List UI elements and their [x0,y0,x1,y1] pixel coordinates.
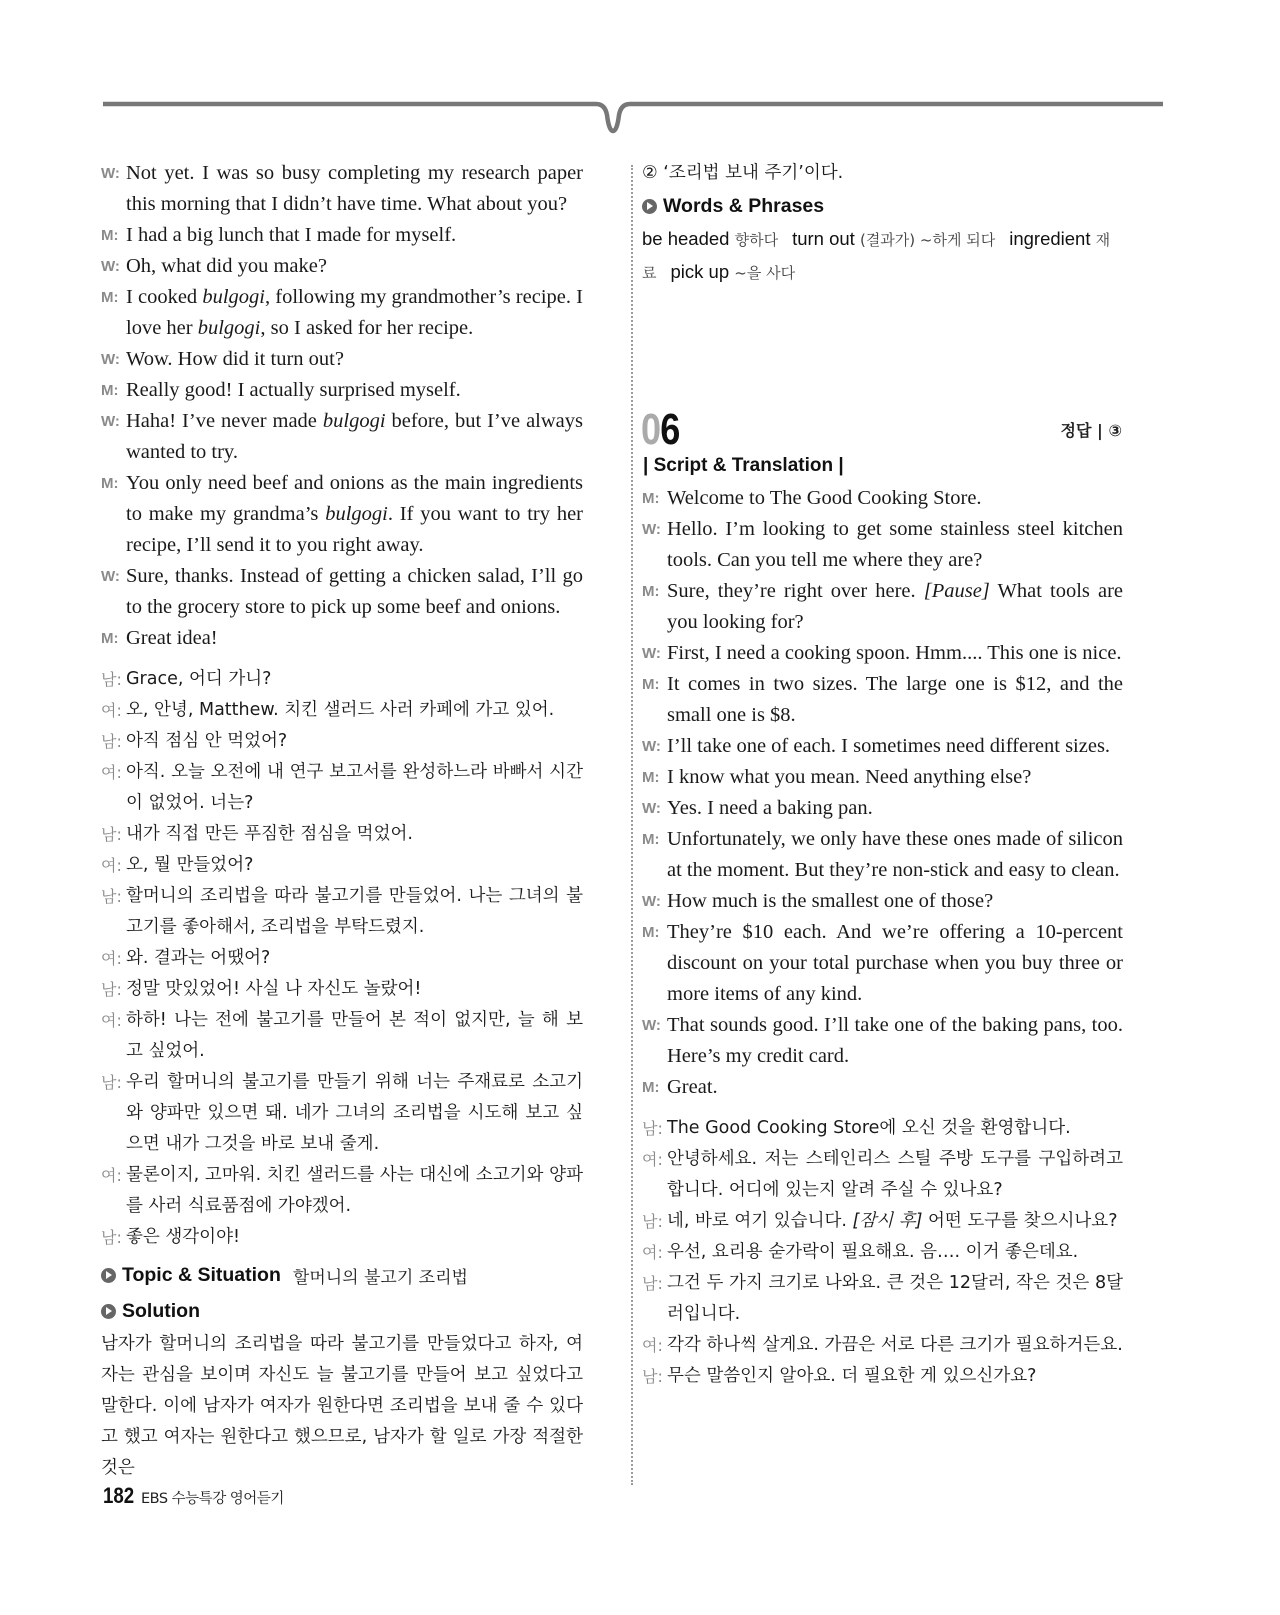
vocab-meaning: (결과가) ~하게 되다 [859,231,996,249]
words-heading [642,189,1123,223]
dialogue-line [642,1268,1123,1330]
vocab-term: pick up [670,261,735,282]
dialogue-line [642,917,1123,1010]
dialogue-text: Wow. How did it turn out? [126,348,344,370]
dialogue-line [101,664,583,695]
dialogue-line [101,344,583,375]
dialogue-line [642,1010,1123,1072]
dialogue-line [101,375,583,406]
dialogue-text: First, I need a cooking spoon. Hmm.... This one is nice. [667,642,1122,664]
dialogue-line [642,1361,1123,1392]
question-number [641,405,680,454]
dialogue-text: 우선, 요리용 숟가락이 필요해요. 음…. 이거 좋은데요. [667,1242,1079,1262]
answer-label: 정답 | ③ [1060,421,1122,440]
dialogue-line [642,1237,1123,1268]
speaker-label: 남: [642,1274,663,1293]
dialogue-text: I cooked bulgogi, following my grandmother’s recipe. I love her bulgogi, so I asked for her recipe. [126,286,583,339]
dialogue-text: Yes. I need a baking pan. [667,797,873,819]
speaker-label: M: [642,490,660,507]
dialogue-line [642,793,1123,824]
speaker-label: M: [101,382,119,399]
dialogue-text: 좋은 생각이야! [126,1227,241,1247]
solution-heading [101,1293,583,1329]
dialogue-line [642,886,1123,917]
vocab-term: be headed [642,228,735,249]
dialogue-line [101,623,583,654]
right-column-script [642,483,1123,1392]
question-number-prefix: 0 [641,405,661,454]
dialogue-line [642,576,1123,638]
vocab-term: turn out [792,228,860,249]
dialogue-line [642,762,1123,793]
speaker-label: M: [101,289,119,306]
speaker-label: 남: [101,670,122,689]
speaker-label: 남: [101,1228,122,1247]
dialogue-text: You only need beef and onions as the main ingredients to make my grandma’s bulgogi. If you want to try her recipe, I’ll send it to you right away. [126,472,583,556]
solution-continued: ② ‘조리법 보내 주기’이다. [642,163,844,183]
dialogue-text: 오, 뭘 만들었어? [126,855,254,875]
dialogue-line [101,943,583,974]
speaker-label: 남: [101,732,122,751]
speaker-label: M: [101,475,119,492]
dialogue-text: It comes in two sizes. The large one is $12, and the small one is $8. [667,673,1123,726]
dialogue-line [642,1072,1123,1103]
vocab-term: ingredient [1009,228,1096,249]
topic-value: 할머니의 불고기 조리법 [292,1267,468,1288]
dialogue-text: Welcome to The Good Cooking Store. [667,487,982,509]
script-english-left [101,158,583,654]
page-footer [103,1483,284,1509]
speaker-label: 여: [101,856,122,875]
dialogue-text: 그건 두 가지 크기로 나와요. 큰 것은 12달러, 작은 것은 8달러입니다. [667,1273,1123,1324]
speaker-label: W: [101,165,120,182]
dialogue-line [101,282,583,344]
dialogue-line [101,695,583,726]
speaker-label: 여: [642,1150,663,1169]
dialogue-text: I know what you mean. Need anything else? [667,766,1032,788]
dialogue-text: 각각 하나씩 살게요. 가끔은 서로 다른 크기가 필요하거든요. [667,1335,1123,1355]
dialogue-text: 하하! 나는 전에 불고기를 만들어 본 적이 없지만, 늘 해 보고 싶었어. [126,1010,583,1061]
speaker-label: W: [642,893,661,910]
speaker-label: W: [642,645,661,662]
speaker-label: 여: [101,701,122,720]
dialogue-text: Great. [667,1076,718,1098]
header-rule [103,95,1163,140]
speaker-label: 여: [101,949,122,968]
dialogue-text: Grace, 어디 가니? [126,669,272,689]
speaker-label: 여: [101,763,122,782]
dialogue-line [101,1222,583,1253]
dialogue-line [101,1160,583,1222]
dialogue-text: 무슨 말씀인지 알아요. 더 필요한 게 있으신가요? [667,1366,1037,1386]
dialogue-line [642,1330,1123,1361]
speaker-label: 남: [642,1119,663,1138]
speaker-label: M: [101,227,119,244]
dialogue-line [642,514,1123,576]
speaker-label: 남: [642,1212,663,1231]
dialogue-line [642,483,1123,514]
vocab-meaning: 향하다 [734,231,779,249]
speaker-label: W: [642,738,661,755]
dialogue-line [101,726,583,757]
right-column-top [642,158,1123,289]
dialogue-text: Sure, they’re right over here. [Pause] What tools are you looking for? [667,580,1123,633]
speaker-label: M: [642,924,660,941]
dialogue-text: That sounds good. I’ll take one of the baking pans, too. Here’s my credit card. [667,1014,1123,1067]
topic-label: Topic & Situation [122,1263,281,1286]
dialogue-line [101,757,583,819]
speaker-label: 남: [101,980,122,999]
speaker-label: M: [642,831,660,848]
dialogue-line [101,819,583,850]
play-bullet-icon [101,1304,116,1319]
speaker-label: W: [101,568,120,585]
dialogue-text: 아직 점심 안 먹었어? [126,731,288,751]
dialogue-line [101,1067,583,1160]
script-korean-right [642,1113,1123,1392]
play-bullet-icon [642,199,657,214]
dialogue-text: 아직. 오늘 오전에 내 연구 보고서를 완성하느라 바빠서 시간이 없었어. 너는? [126,762,583,813]
speaker-label: W: [101,413,120,430]
dialogue-text: I’ll take one of each. I sometimes need different sizes. [667,735,1111,757]
dialogue-line [101,220,583,251]
vocab-meaning: ~을 사다 [734,264,796,282]
dialogue-line [101,881,583,943]
dialogue-text: Unfortunately, we only have these ones made of silicon at the moment. But they’re non-stick and easy to clean. [667,828,1123,881]
dialogue-text: Oh, what did you make? [126,255,327,277]
speaker-label: 여: [642,1243,663,1262]
dialogue-text: Really good! I actually surprised myself. [126,379,461,401]
speaker-label: 남: [101,1073,122,1092]
dialogue-text: 내가 직접 만든 푸짐한 점심을 먹었어. [126,824,413,844]
book-title: EBS 수능특강 영어듣기 [141,1491,284,1507]
play-bullet-icon [101,1268,116,1283]
dialogue-line [642,1144,1123,1206]
speaker-label: 남: [101,825,122,844]
speaker-label: 남: [101,887,122,906]
topic-heading [101,1257,583,1293]
dialogue-line [101,406,583,468]
speaker-label: M: [642,676,660,693]
dialogue-text: 안녕하세요. 저는 스테인리스 스틸 주방 도구를 구입하려고 합니다. 어디에 있는지 알려 주실 수 있나요? [667,1149,1123,1200]
dialogue-text: How much is the smallest one of those? [667,890,994,912]
dialogue-text: I had a big lunch that I made for myself. [126,224,457,246]
dialogue-text: 정말 맛있었어! 사실 나 자신도 놀랐어! [126,979,422,999]
dialogue-line [642,824,1123,886]
dialogue-text: Hello. I’m looking to get some stainless steel kitchen tools. Can you tell me where they are? [667,518,1123,571]
dialogue-text: 와. 결과는 어땠어? [126,948,271,968]
solution-label: Solution [122,1299,200,1322]
speaker-label: 남: [642,1367,663,1386]
speaker-label: M: [101,630,119,647]
speaker-label: M: [642,1079,660,1096]
speaker-label: M: [642,769,660,786]
dialogue-line [101,974,583,1005]
dialogue-text: Haha! I’ve never made bulgogi before, but I’ve always wanted to try. [126,410,583,463]
question-number-main: 6 [660,405,680,454]
speaker-label: W: [101,351,120,368]
dialogue-text: Great idea! [126,627,218,649]
left-column [101,158,583,1484]
dialogue-text: 우리 할머니의 불고기를 만들기 위해 너는 주재료로 소고기와 양파만 있으면 돼. 네가 그녀의 조리법을 시도해 보고 싶으면 내가 그것을 바로 보내 줄게. [126,1072,583,1154]
vocab-meaning: 재료 [642,231,1111,282]
dialogue-line [101,850,583,881]
script-translation-heading: | Script & Translation | [643,455,844,476]
dialogue-line [642,1206,1123,1237]
dialogue-text: 할머니의 조리법을 따라 불고기를 만들었어. 나는 그녀의 불고기를 좋아해서, 조리법을 부탁드렸지. [126,886,583,937]
speaker-label: 여: [101,1166,122,1185]
dialogue-line [642,1113,1123,1144]
speaker-label: M: [642,583,660,600]
dialogue-line [101,158,583,220]
speaker-label: W: [642,1017,661,1034]
dialogue-line [101,251,583,282]
dialogue-line [642,731,1123,762]
solution-text: 남자가 할머니의 조리법을 따라 불고기를 만들었다고 하자, 여자는 관심을 보이며 자신도 늘 불고기를 만들어 보고 싶었다고 말한다. 이에 남자가 여자가 원한다면 조리법을 보내 줄 수 있다고 했고 여자는 원한다고 했으므로, 남자가 할 일로 가장 적절한 것은 [101,1334,583,1478]
dialogue-line [642,638,1123,669]
words-label: Words & Phrases [663,194,825,217]
speaker-label: W: [101,258,120,275]
script-korean-left [101,664,583,1253]
speaker-label: 여: [642,1336,663,1355]
dialogue-line [642,669,1123,731]
column-divider [631,165,633,1485]
dialogue-text: 오, 안녕, Matthew. 치킨 샐러드 사러 카페에 가고 있어. [126,700,555,720]
speaker-label: W: [642,521,661,538]
speaker-label: 여: [101,1011,122,1030]
dialogue-line [101,1005,583,1067]
dialogue-text: 네, 바로 여기 있습니다. [잠시 후] 어떤 도구를 찾으시나요? [667,1211,1118,1231]
speaker-label: W: [642,800,661,817]
dialogue-line [101,561,583,623]
dialogue-text: They’re $10 each. And we’re offering a 10-percent discount on your total purchase when you buy three or more items of any kind. [667,921,1123,1005]
dialogue-text: 물론이지, 고마워. 치킨 샐러드를 사는 대신에 소고기와 양파를 사러 식료품점에 가야겠어. [126,1165,583,1216]
script-english-right [642,483,1123,1103]
vocab-list [642,223,1123,289]
dialogue-text: Sure, thanks. Instead of getting a chicken salad, I’ll go to the grocery store to pick up some beef and onions. [126,565,583,618]
dialogue-line [101,468,583,561]
page-number: 182 [103,1483,135,1508]
dialogue-text: The Good Cooking Store에 오신 것을 환영합니다. [667,1118,1071,1138]
dialogue-text: Not yet. I was so busy completing my research paper this morning that I didn’t have time. What about you? [126,162,583,215]
